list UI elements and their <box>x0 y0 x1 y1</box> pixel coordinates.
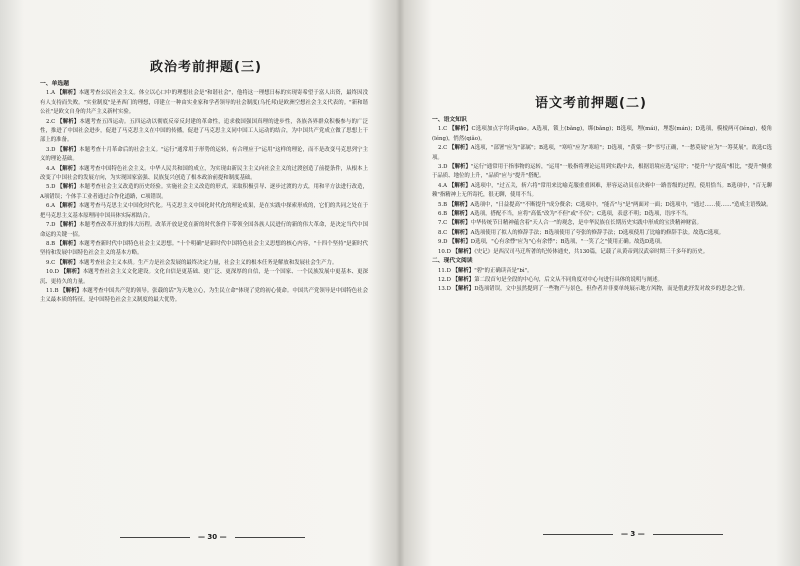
analysis-text: 本题考查社会主义本质。生产力是社会发展的最终决定力量，社会主义的根本任务是解放和发展社会生产力。 <box>78 259 338 266</box>
answer-number: 4.A <box>438 182 448 189</box>
answer-item <box>40 240 368 259</box>
answer-number: 1.A <box>46 90 56 97</box>
left-page-body <box>40 80 368 525</box>
answer-item <box>432 163 772 182</box>
answer-item <box>432 210 772 219</box>
analysis-tag: 【解析】 <box>60 287 82 294</box>
analysis-text: A选项使用了拟人的修辞手法；B选项使用了夸张的修辞手法；D选项使用了比喻的修辞手法。故选C选项。 <box>470 229 725 236</box>
left-page-number-text: — 30 — <box>198 533 227 541</box>
folio-rule <box>543 534 613 535</box>
analysis-tag: 【解析】 <box>56 165 79 172</box>
answer-number: 7.C <box>438 220 448 227</box>
answer-number: 12.D <box>438 276 451 283</box>
analysis-text: "碧"的正确读音是"bì"。 <box>474 267 533 274</box>
answer-item <box>432 267 772 276</box>
answer-number: 11.D <box>438 267 451 274</box>
answer-item <box>40 118 368 146</box>
right-page-number-text: — 3 — <box>621 530 645 538</box>
analysis-tag: 【解析】 <box>452 276 475 283</box>
analysis-text: 本题考查五四运动。五四运动以彻底反帝反封建的革命性，追求救国强国真理的进步性，各族各界群众积极参与的广泛性，推进了中国社会进步，促进了马克思主义在中国的传播，促进了马克思主义同中国工人运动的结合，为中国共产党成立做了思想上干部上的准备。 <box>40 118 368 144</box>
answer-number: 3.D <box>438 164 448 171</box>
answer-item <box>40 259 368 268</box>
analysis-text: 本题考查改革开放的伟大历程。改革开放是党在新的时代条件下带领全国各族人民进行的新的伟大革命，是决定当代中国命运的关键一招。 <box>40 222 368 238</box>
analysis-text: C选项加点字均读qiāo。A选项，锁上(bǎng)，绑(bǎng)；B选项，埋(mái)，埋怨(mán)；D选项，模棱两可(léng)，棱角(léng)，悄然(qiǎo)。 <box>432 126 772 142</box>
analysis-tag: 【解析】 <box>449 220 471 227</box>
analysis-text: 本题考查社会主义文化建设。文化自信是更基础、更广泛、更深厚的自信，是一个国家、一个民族发展中更基本、更深沉、更持久的力量。 <box>40 269 368 285</box>
answer-item <box>40 287 368 306</box>
answer-number: 5.D <box>46 184 56 191</box>
analysis-tag: 【解析】 <box>56 203 79 210</box>
analysis-tag: 【解析】 <box>448 182 471 189</box>
answer-number: 1.C <box>438 126 448 133</box>
analysis-text: 《史记》是西汉司马迁所著的纪传体通史，共130篇，记载了从黄帝到汉武帝时期三千多年的历史。 <box>474 248 709 255</box>
answer-item <box>432 248 772 257</box>
analysis-text: D选项，"心有余悸"应为"心有余悸"；B选项，"一笑了之"使用正确。故选D选项。 <box>470 239 666 246</box>
folio-rule <box>235 537 305 538</box>
answer-number: 5.B <box>438 201 448 208</box>
answer-item <box>432 276 772 285</box>
answer-item <box>40 202 368 221</box>
answer-item <box>40 183 368 202</box>
right-page-body <box>432 116 772 526</box>
answer-item <box>432 229 772 238</box>
answer-item <box>432 201 772 210</box>
analysis-tag: 【解析】 <box>57 259 79 266</box>
left-page-title: 政治考前押题(三) <box>150 60 262 75</box>
answer-number: 9.D <box>438 239 448 246</box>
analysis-tag: 【解析】 <box>452 267 475 274</box>
analysis-tag: 【解析】 <box>57 146 80 153</box>
folio-rule <box>653 534 723 535</box>
left-page-number <box>112 533 313 541</box>
right-page-title: 语文考前押题(二) <box>535 96 647 111</box>
answer-item <box>40 268 368 287</box>
answer-number: 10.D <box>46 269 59 276</box>
analysis-text: 本题考查中国共产党的领导。张载的话"为天地立心，为生民立命"体现了党的初心使命。中国共产党领导是中国特色社会主义最本质的特征，是中国特色社会主义制度的最大优势。 <box>40 287 368 304</box>
analysis-tag: 【解析】 <box>449 229 471 236</box>
answer-item <box>40 146 368 165</box>
analysis-text: A选项，搭配不当，应将"高低"改为"不但"或"不仅"；C选项，表意不明；D选项，语序不当。 <box>470 211 692 218</box>
left-section-heading: 一、单选题 <box>40 81 69 87</box>
analysis-tag: 【解析】 <box>452 248 475 255</box>
analysis-tag: 【解析】 <box>448 201 471 208</box>
answer-number: 8.B <box>46 240 56 247</box>
analysis-tag: 【解析】 <box>449 164 471 171</box>
analysis-text: A选项中，"过五关，斩六将"常用来比喻克服重重困难，形容运动员在决赛中一路晋级的过程，使用恰当。B选项中，"百无聊赖"指精神上无所寄托，很无聊，使用不当。 <box>432 182 772 199</box>
analysis-text: "运行"通常用于指事物的运转，"运用"一般指将理论运用到实践中去，根据语境应选"运用"；"提升"与"提高"相比，"提升"侧重于品质、地位的上升，"品质"应与"提升"搭配。 <box>432 164 772 180</box>
answer-item <box>432 219 772 228</box>
analysis-tag: 【解析】 <box>452 286 475 293</box>
analysis-text: 本题考查中国特色社会主义。中华人民共和国的成立，为实现由新民主主义向社会主义的过渡创造了前提条件，从根本上改变了中国社会的发展方向，为实现国家富强、民族复兴创造了根本政治前提和制度基础。 <box>40 165 368 182</box>
analysis-text: 本题考查新时代中国特色社会主义思想。"十个明确"是新时代中国特色社会主义思想的核心内容，"十四个坚持"是新时代坚持和发展中国特色社会主义的基本方略。 <box>40 240 368 257</box>
analysis-tag: 【解析】 <box>449 239 471 246</box>
left-answer-list <box>40 89 368 305</box>
answer-item <box>432 285 772 294</box>
analysis-tag: 【解析】 <box>57 184 80 191</box>
answer-number: 2.C <box>46 118 56 125</box>
answer-item <box>432 125 772 144</box>
right-answer-list-2 <box>432 267 772 295</box>
answer-number: 3.D <box>46 146 56 153</box>
right-answer-list-1 <box>432 125 772 257</box>
right-page-number <box>535 530 731 538</box>
answer-number: 8.C <box>438 229 448 236</box>
right-page <box>400 0 800 566</box>
analysis-text: A选项，"部署"应为"部属"；B选项，"寒喧"应为"寒暄"；D选项，"黄粱一梦"书写正确，"一愁莫展"应为"一筹莫展"。故选C选项。 <box>432 145 772 161</box>
analysis-tag: 【解析】 <box>56 240 79 247</box>
analysis-tag: 【解析】 <box>57 222 80 229</box>
analysis-tag: 【解析】 <box>56 90 79 97</box>
right-section-heading-2: 二、现代文阅读 <box>432 258 473 265</box>
analysis-tag: 【解析】 <box>57 118 80 125</box>
answer-number: 2.C <box>438 145 448 152</box>
analysis-tag: 【解析】 <box>449 126 472 133</box>
analysis-text: 本题考查社会主义改造的历史经验。实施社会主义改造的形式，采取积极引导、逐步过渡的方式，用和平方法进行改造，A项错误；个体手工业者通过合作化道路，C项错误。 <box>40 184 368 200</box>
analysis-text: D选项错误，文中虽然提到了一些物产与景色，但作者并非要单纯展示地方风物，而是借此抒发对故乡的思念之情。 <box>474 286 749 293</box>
answer-number: 6.B <box>438 211 448 218</box>
analysis-tag: 【解析】 <box>449 145 471 152</box>
answer-item <box>40 89 368 117</box>
answer-number: 11.B <box>46 287 59 294</box>
answer-number: 9.C <box>46 259 56 266</box>
analysis-text: 第二段首句是全段的中心句，后文从不同角度对中心句进行具体的说明与阐述。 <box>474 276 663 283</box>
right-section-heading-1: 一、语文知识 <box>432 117 467 123</box>
analysis-text: 本题考查公民社会主义。体立以心口中的理想社会是"和谐社会"，他将这一理想日标的实现寄希望于富人出资，最终因没有人支持而失败。"实业制度"是圣西门的理想，印建立一种由实业家和学者领导的社会制度(乌托邦)是欧洲空想社会主义代表的。"新和谐公社"是欧文自身的共产主义新村实验。 <box>40 90 368 116</box>
answer-number: 7.D <box>46 222 56 229</box>
answer-item <box>40 221 368 240</box>
answer-number: 13.D <box>438 286 451 293</box>
folio-rule <box>120 537 190 538</box>
analysis-tag: 【解析】 <box>60 269 83 276</box>
analysis-text: 本题考查十月革命后的社会主义。"运行"通常用于形势的运转，有合理应于"运用"这样的理论，而不是改变马克思列宁主义的理论基础。 <box>40 146 368 163</box>
analysis-text: 本题考查马克思主义中国化时代化。马克思主义中国化时代化的理论成果，是在实践中探索形成的，它们的共同之处在于把马克思主义基本原理同中国具体实际相结合。 <box>40 203 368 219</box>
answer-number: 10.D <box>438 248 451 255</box>
answer-item <box>40 165 368 184</box>
answer-number: 4.A <box>46 165 56 172</box>
analysis-text: A选项中，"日益提高""不断提升"成分赘余；C选项中，"能否"与"是"两面对一面；D选项中，"通过……使……"造成主语残缺。 <box>470 201 772 208</box>
answer-item <box>432 238 772 247</box>
analysis-tag: 【解析】 <box>448 211 471 218</box>
answer-item <box>432 144 772 163</box>
answer-item <box>432 182 772 201</box>
answer-number: 6.A <box>46 203 56 210</box>
analysis-text: 中华传统节日精神蕴含着"天人合一"的观念，是中华民族在长期历史实践中形成的宝贵精神财富。 <box>470 220 702 227</box>
